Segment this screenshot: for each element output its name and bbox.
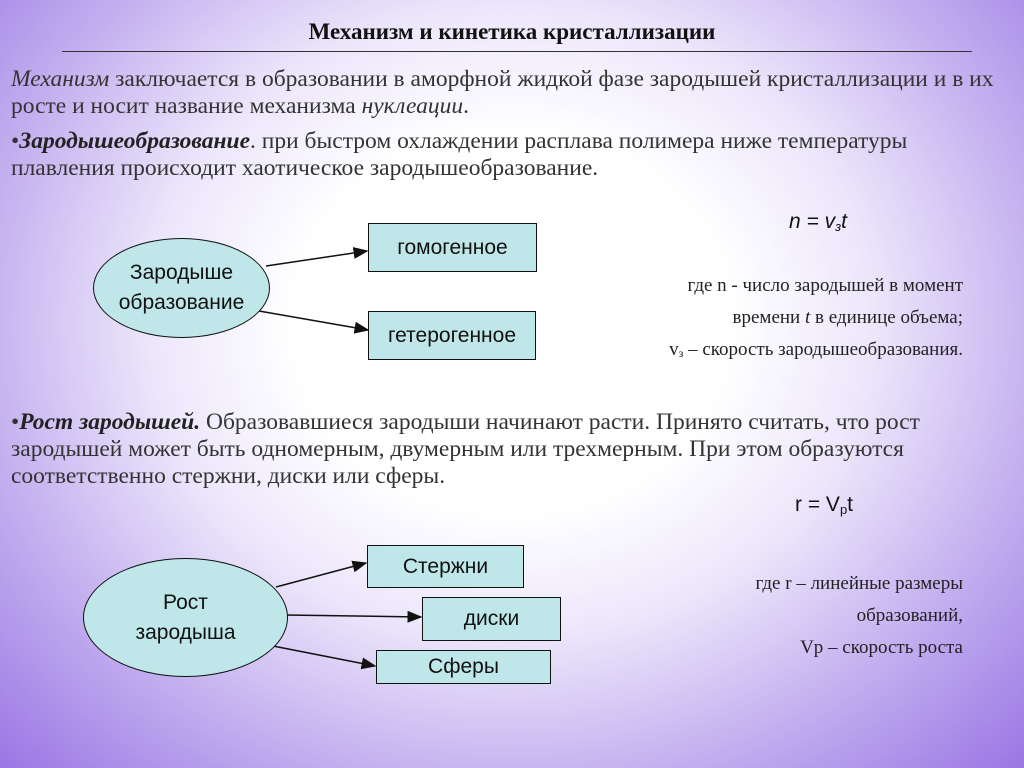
growth-bullet: • — [11, 409, 20, 435]
box-heterogeneous: гетерогенное — [368, 311, 536, 360]
growth-ellipse-line2: зародыша — [135, 620, 236, 644]
note2-line3: Vp – скорость роста — [800, 637, 963, 658]
formula2-lhs: r = V — [795, 493, 840, 516]
growth-text: Образовавшиеся зародыши начинают расти. Принято считать, что рост зародышей может быть одномерным, двумерным или трехмерным. При этом образуются соответственно стержни, диски или сферы. — [11, 409, 920, 489]
arrow-to-heterogeneous — [259, 311, 368, 330]
arrow-to-disks — [285, 615, 421, 617]
box-homogeneous: гомогенное — [368, 223, 537, 272]
intro-term2: нуклеации — [361, 93, 464, 119]
formula1-sub: з — [835, 219, 842, 234]
formula2-rhs: t — [847, 493, 854, 516]
box-spheres: Сферы — [376, 650, 551, 684]
nucleation-text: . при быстром охлаждении расплава полимера ниже температуры плавления происходит хаотическое зародышеобразование. — [11, 128, 908, 181]
formula-growth — [795, 493, 853, 517]
box-disks: диски — [422, 597, 561, 641]
nucleation-term: Зародышеобразование — [19, 128, 251, 154]
growth-ellipse — [83, 558, 288, 677]
growth-ellipse-line1: Рост — [163, 590, 208, 614]
nucleation-ellipse-line2: образование — [118, 291, 245, 314]
note2-line1: где r – линейные размеры — [755, 573, 963, 594]
box-rods: Стержни — [367, 545, 524, 588]
growth-note — [756, 568, 963, 664]
intro-term: Механизм — [11, 66, 110, 92]
intro-text-b: . — [463, 93, 469, 119]
growth-paragraph — [11, 409, 1011, 490]
slide-title: Механизм и кинетика кристаллизации — [308, 19, 716, 44]
note1-line1: где n - число зародышей в момент — [687, 275, 963, 296]
intro-text-a: заключается в образовании в аморфной жидкой фазе зародышей кристаллизации и в их росте и носит название механизма — [11, 66, 994, 119]
arrow-to-homogeneous — [266, 251, 367, 266]
nucleation-ellipse — [93, 238, 270, 338]
formula2-sub: p — [839, 502, 848, 517]
growth-term: Рост зародышей. — [19, 409, 201, 435]
arrow-to-rods — [276, 563, 366, 587]
nucleation-ellipse-line1: Зародыше — [129, 261, 234, 284]
nucleation-bullet: • — [11, 128, 20, 154]
arrow-to-spheres — [273, 646, 375, 666]
note1-line3: $v_з$ – скорость зародышеобразования. — [669, 339, 963, 360]
formula1-lhs: n = v — [789, 210, 836, 233]
formula1-rhs: t — [841, 210, 848, 233]
note1-line2: времени t в единице объема; — [732, 307, 963, 328]
note2-line2: образований, — [856, 605, 963, 626]
